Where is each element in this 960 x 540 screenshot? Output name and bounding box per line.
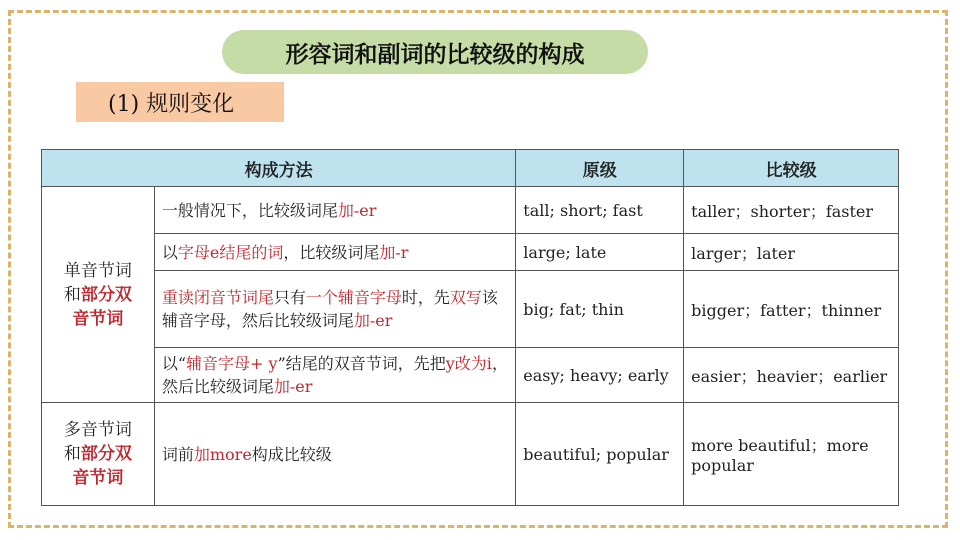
rule-text: ，然后比较级词尾 bbox=[161, 354, 508, 396]
table-row bbox=[42, 234, 899, 271]
group-label-highlight: 音节词 bbox=[72, 468, 124, 488]
group-label-highlight: 音节词 bbox=[72, 308, 124, 329]
rule-cell bbox=[154, 348, 515, 403]
rule-highlight: 加-er bbox=[273, 377, 313, 396]
rule-highlight: 加-er bbox=[337, 200, 377, 220]
group-label-line: 和 bbox=[63, 444, 81, 464]
rule-text: 词前 bbox=[161, 444, 194, 464]
rule-cell bbox=[154, 403, 515, 506]
group-label-highlight: 部分双 bbox=[80, 284, 132, 305]
base-form-cell: big; fat; thin bbox=[516, 271, 684, 348]
rule-cell bbox=[154, 271, 515, 348]
table-row bbox=[42, 403, 899, 506]
group-label-line: 多音节词 bbox=[63, 420, 132, 440]
rule-text: 该辅音字母，然后比较级词尾 bbox=[161, 288, 498, 330]
group-polysyllabic bbox=[42, 403, 155, 506]
rule-highlight: 加-r bbox=[379, 242, 409, 262]
header-comparative: 比较级 bbox=[684, 150, 899, 187]
comparative-cell: more beautiful；more popular bbox=[684, 403, 899, 506]
rule-cell bbox=[154, 187, 515, 234]
rule-highlight: y改为i bbox=[445, 354, 492, 373]
group-label-line: 和 bbox=[63, 284, 81, 305]
rule-text: ，比较级词尾 bbox=[283, 242, 380, 262]
header-method: 构成方法 bbox=[42, 150, 516, 187]
group-monosyllabic bbox=[42, 187, 155, 403]
rule-highlight: more bbox=[209, 444, 252, 464]
section-subtitle: (1) 规则变化 bbox=[76, 82, 284, 122]
base-form-cell: beautiful; popular bbox=[516, 403, 684, 506]
rule-highlight: 一个辅音字母 bbox=[305, 288, 402, 307]
rule-highlight: 加-er bbox=[353, 311, 393, 330]
rule-text: 以 bbox=[161, 242, 178, 262]
rule-text: 只有 bbox=[273, 288, 306, 307]
rule-highlight: 字母e结尾的词 bbox=[177, 242, 284, 262]
base-form-cell: easy; heavy; early bbox=[516, 348, 684, 403]
base-form-cell: tall; short; fast bbox=[516, 187, 684, 234]
slide-title: 形容词和副词的比较级的构成 bbox=[222, 30, 648, 74]
rule-highlight: 加 bbox=[193, 444, 210, 464]
rule-text: 时，先 bbox=[401, 288, 450, 307]
rule-cell bbox=[154, 234, 515, 271]
rule-text: 一般情况下，比较级词尾 bbox=[161, 200, 338, 220]
rule-text: 以“ bbox=[161, 354, 187, 373]
rule-highlight: 双写 bbox=[449, 288, 482, 307]
rule-text: 构成比较级 bbox=[251, 444, 332, 464]
table-row bbox=[42, 348, 899, 403]
comparative-rules-table bbox=[41, 149, 899, 506]
rule-highlight: 辅音字母+ y bbox=[186, 354, 278, 373]
group-label-highlight: 部分双 bbox=[80, 444, 132, 464]
base-form-cell: large; late bbox=[516, 234, 684, 271]
rule-text: ”结尾的双音节词，先把 bbox=[277, 354, 446, 373]
table-row bbox=[42, 187, 899, 234]
comparative-cell: easier；heavier；earlier bbox=[684, 348, 899, 403]
rule-highlight: 重读闭音节词尾 bbox=[161, 288, 274, 307]
comparative-cell: taller；shorter；faster bbox=[684, 187, 899, 234]
table-row bbox=[42, 271, 899, 348]
comparative-cell: bigger；fatter；thinner bbox=[684, 271, 899, 348]
table-header-row bbox=[42, 150, 899, 187]
group-label-line: 单音节词 bbox=[63, 260, 132, 281]
comparative-cell: larger；later bbox=[684, 234, 899, 271]
header-base-form: 原级 bbox=[516, 150, 684, 187]
